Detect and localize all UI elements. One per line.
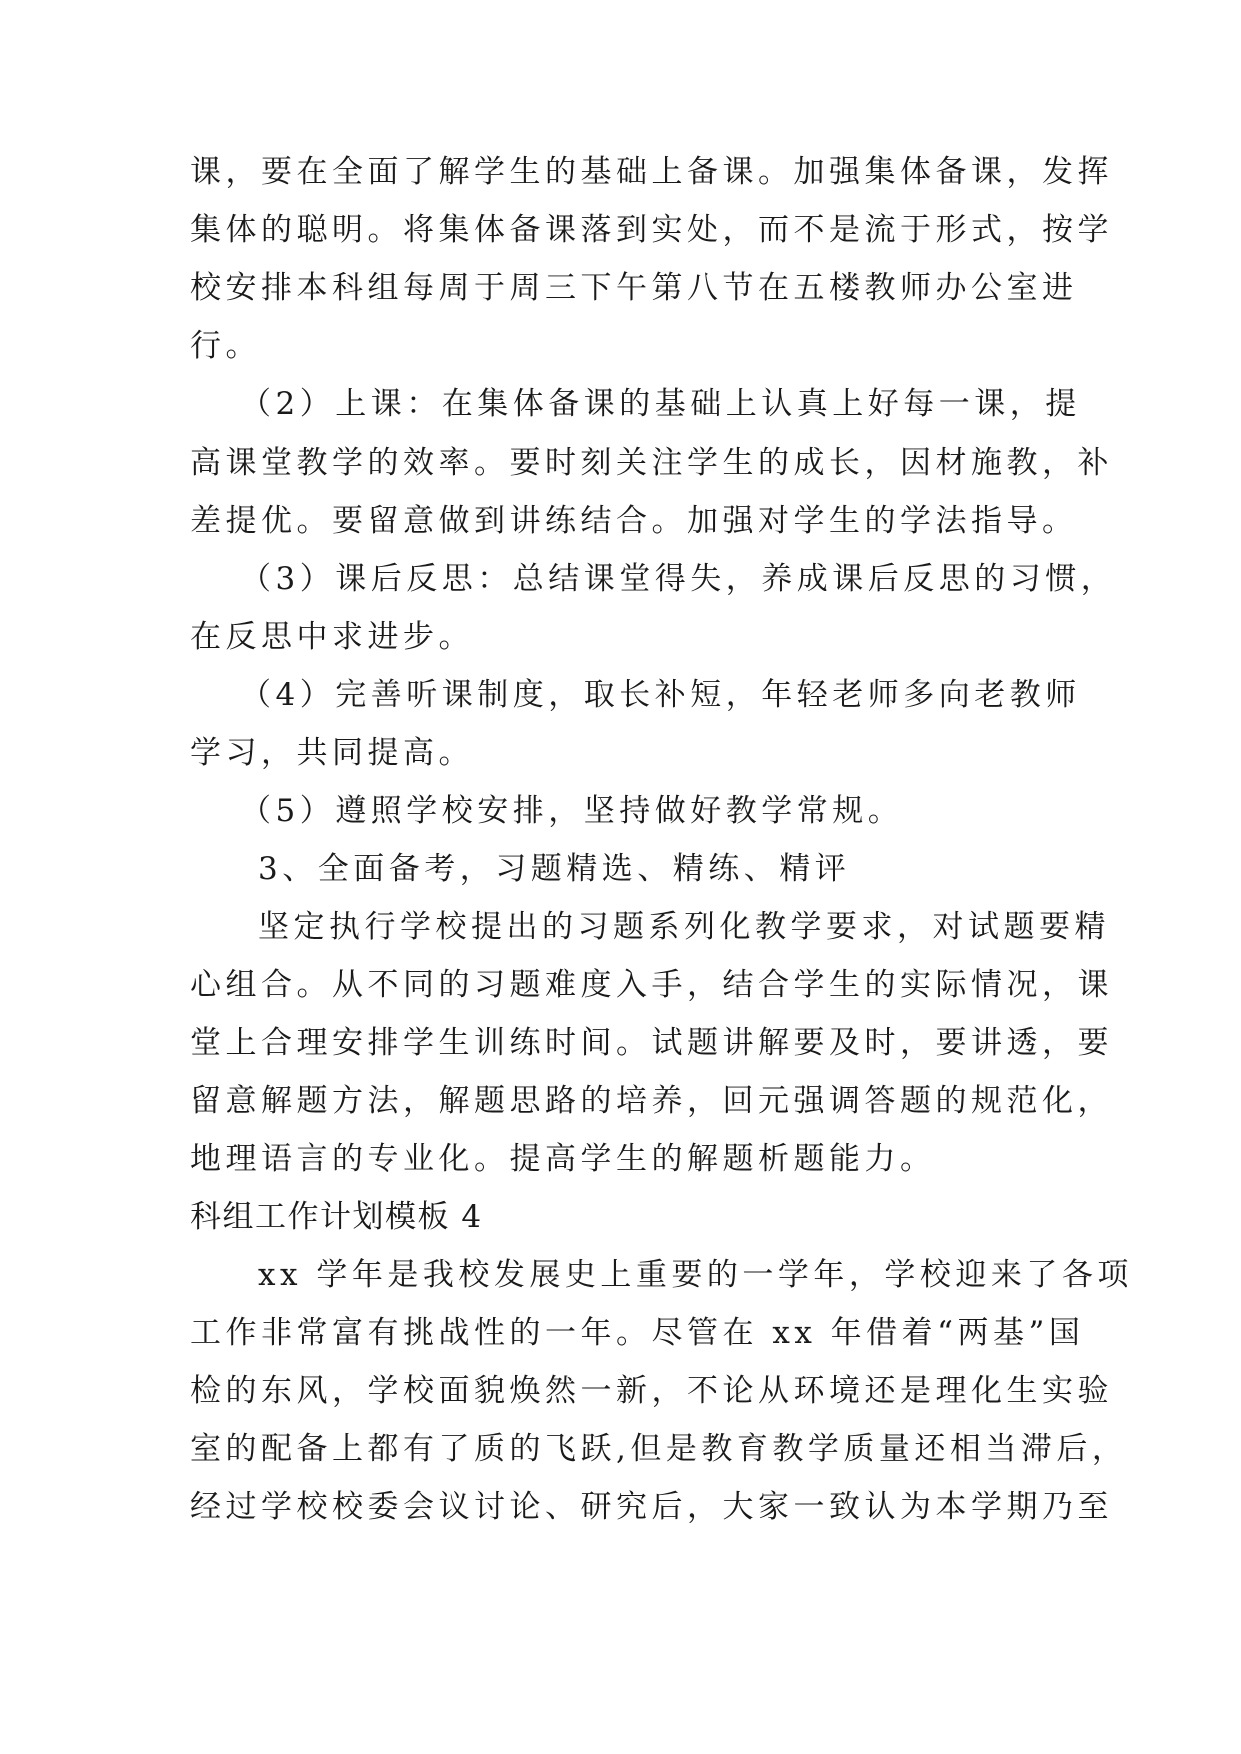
text-line: （5）遵照学校安排，坚持做好教学常规。	[240, 793, 904, 829]
text-line: xx 学年是我校发展史上重要的一学年，学校迎来了各项	[258, 1257, 1133, 1293]
text-line: （4）完善听课制度，取长补短，年轻老师多向老教师	[240, 677, 1081, 713]
text-line: 集体的聪明。将集体备课落到实处，而不是流于形式，按学	[190, 212, 1113, 248]
text-line: 经过学校校委会议讨论、研究后，大家一致认为本学期乃至	[190, 1489, 1113, 1525]
text-line: 堂上合理安排学生训练时间。试题讲解要及时，要讲透，要	[190, 1025, 1113, 1061]
text-line: （3）课后反思：总结课堂得失，养成课后反思的习惯，	[240, 561, 1117, 597]
text-line: 心组合。从不同的习题难度入手，结合学生的实际情况，课	[190, 967, 1113, 1003]
text-line: 学习，共同提高。	[190, 735, 474, 771]
text-line: 在反思中求进步。	[190, 619, 474, 655]
template-title: 科组工作计划模板 4	[190, 1199, 483, 1235]
text-line: 留意解题方法，解题思路的培养，回元强调答题的规范化，	[190, 1083, 1113, 1119]
text-line: 检的东风，学校面貌焕然一新，不论从环境还是理化生实验	[190, 1373, 1113, 1409]
text-line: （2）上课：在集体备课的基础上认真上好每一课，提	[240, 386, 1081, 422]
text-line: 行。	[190, 328, 261, 364]
text-line: 差提优。要留意做到讲练结合。加强对学生的学法指导。	[190, 503, 1078, 539]
text-line: 校安排本科组每周于周三下午第八节在五楼教师办公室进	[190, 270, 1078, 306]
text-line: 工作非常富有挑战性的一年。尽管在 xx 年借着“两基”国	[190, 1315, 1085, 1351]
section-heading: 3、全面备考，习题精选、精练、精评	[258, 851, 851, 887]
text-line: 高课堂教学的效率。要时刻关注学生的成长，因材施教，补	[190, 445, 1113, 481]
text-line: 室的配备上都有了质的飞跃,但是教育教学质量还相当滞后，	[190, 1431, 1128, 1467]
text-line: 地理语言的专业化。提高学生的解题析题能力。	[190, 1141, 936, 1177]
text-line: 课，要在全面了解学生的基础上备课。加强集体备课，发挥	[190, 154, 1113, 190]
text-line: 坚定执行学校提出的习题系列化教学要求，对试题要精	[258, 909, 1110, 945]
